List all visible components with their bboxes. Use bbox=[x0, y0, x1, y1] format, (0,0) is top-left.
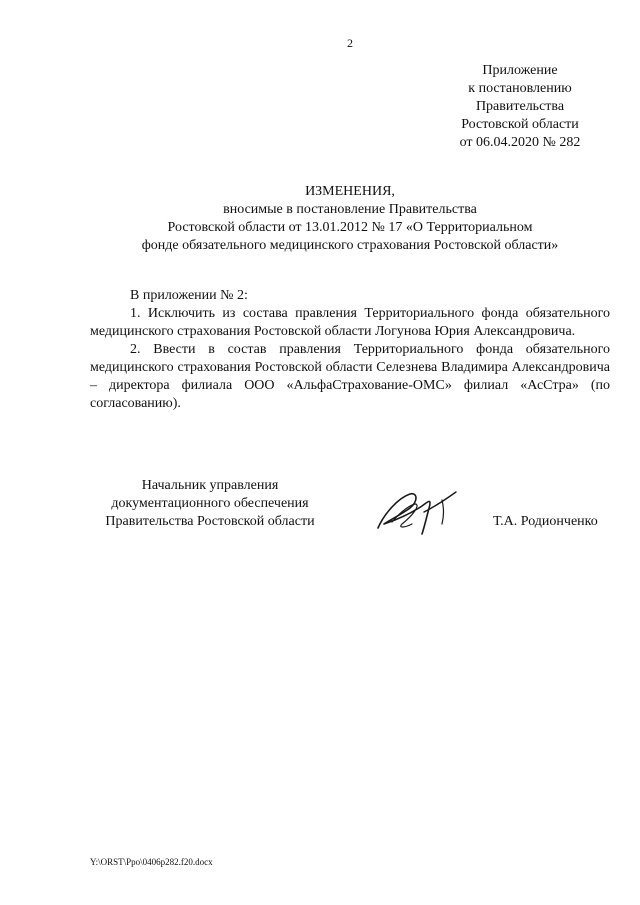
signatory-name: Т.А. Родионченко bbox=[493, 514, 598, 529]
title-line: Ростовской области от 13.01.2012 № 17 «О Территориальном bbox=[167, 220, 533, 235]
signatory-position bbox=[90, 477, 330, 531]
position-line: Правительства Ростовской области bbox=[105, 514, 315, 529]
page-number: 2 bbox=[347, 36, 353, 50]
title-line: вносимые в постановление Правительства bbox=[223, 202, 477, 217]
handwritten-signature bbox=[372, 484, 464, 540]
appendix-line: Ростовской области bbox=[461, 117, 579, 132]
appendix-line: к постановлению bbox=[468, 81, 572, 96]
document-body bbox=[90, 287, 610, 413]
title-heading: ИЗМЕНЕНИЯ, bbox=[305, 184, 395, 199]
appendix-header bbox=[430, 62, 610, 152]
position-line: Начальник управления bbox=[141, 478, 279, 493]
appendix-line: Приложение bbox=[482, 63, 558, 78]
appendix-line: Правительства bbox=[475, 99, 565, 114]
title-line: фонде обязательного медицинского страхования Ростовской области» bbox=[141, 238, 559, 253]
body-item-1: 1. Исключить из состава правления Территориального фонда обязательного медицинского страхования Ростовской области Логунова Юрия Александровича. bbox=[90, 306, 610, 339]
document-title bbox=[90, 183, 610, 255]
appendix-line: от 06.04.2020 № 282 bbox=[459, 135, 581, 150]
position-line: документационного обеспечения bbox=[111, 496, 309, 511]
body-intro: В приложении № 2: bbox=[130, 288, 248, 303]
body-item-2: 2. Ввести в состав правления Территориального фонда обязательного медицинского страхования Ростовской области Селезнева Владимира Александровича – директора филиала ООО «АльфаСтрахование-ОМС» филиал «АсСтра» (по согласованию). bbox=[90, 342, 610, 411]
file-path-footer: Y:\ORST\Ppo\0406p282.f20.docx bbox=[90, 857, 213, 867]
